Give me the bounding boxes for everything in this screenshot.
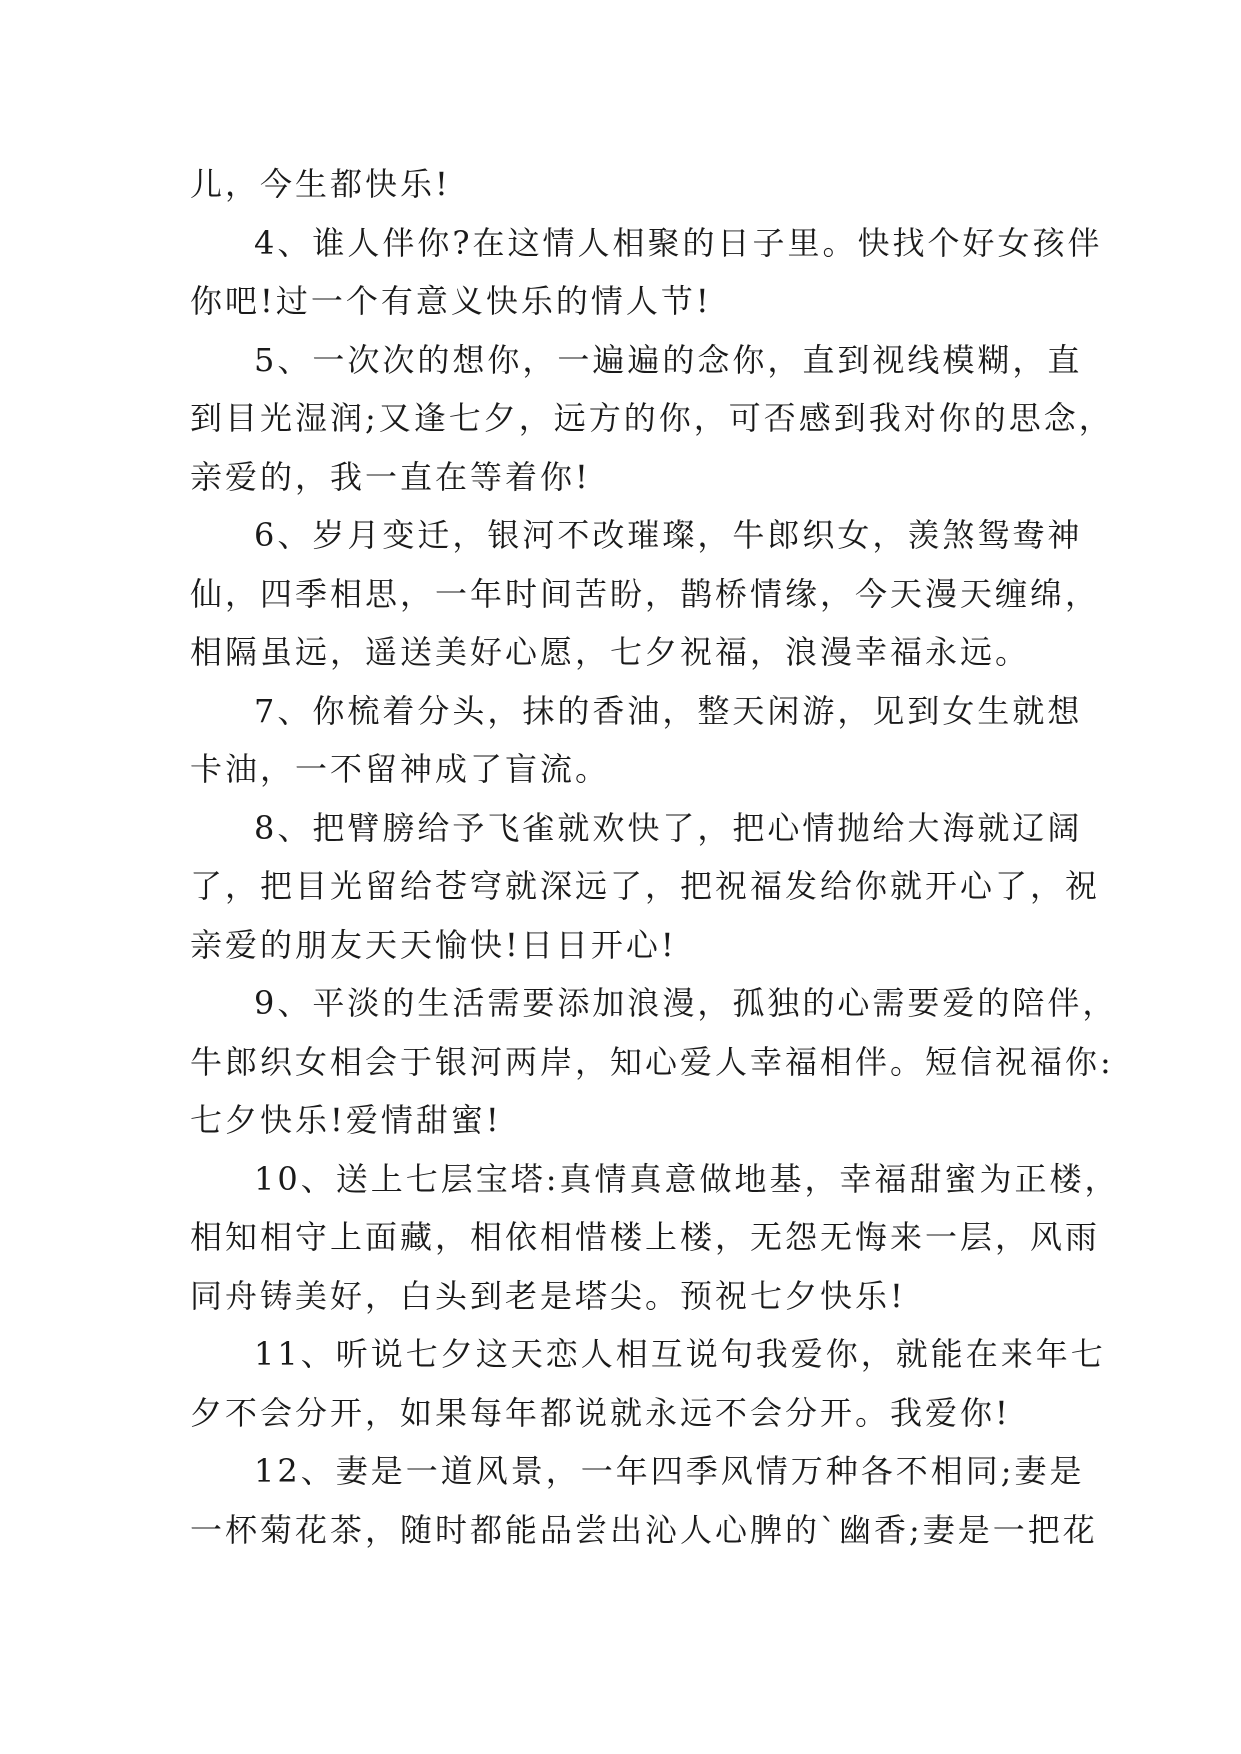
text-line: 亲爱的，我一直在等着你! <box>190 457 591 496</box>
text-line: 相隔虽远，遥送美好心愿，七夕祝福，浪漫幸福永远。 <box>190 633 1031 671</box>
document-body <box>190 155 1120 1559</box>
text-line: 8、把臂膀给予飞雀就欢快了，把心情抛给大海就辽阔 <box>254 808 1083 847</box>
text-line: 11、听说七夕这天恋人相互说句我爱你，就能在来年七 <box>254 1335 1106 1373</box>
text-line: 牛郎织女相会于银河两岸，知心爱人幸福相伴。短信祝福你: <box>190 1042 1114 1081</box>
text-line: 5、一次次的想你，一遍遍的念你，直到视线模糊，直 <box>254 340 1083 379</box>
text-line: 12、妻是一道风景，一年四季风情万种各不相同;妻是 <box>254 1452 1085 1490</box>
text-line: 4、谁人伴你?在这情人相聚的日子里。快找个好女孩伴 <box>254 223 1103 262</box>
text-line: 相知相守上面藏，相依相惜楼上楼，无怨无悔来一层，风雨 <box>190 1218 1101 1256</box>
text-line: 7、你梳着分头，抹的香油，整天闲游，见到女生就想 <box>254 691 1083 730</box>
text-line: 卡油，一不留神成了盲流。 <box>190 750 611 788</box>
text-line: 10、送上七层宝塔:真情真意做地基，幸福甜蜜为正楼， <box>254 1159 1120 1198</box>
text-line: 夕不会分开，如果每年都说就永远不会分开。我爱你! <box>190 1393 1011 1432</box>
text-line: 亲爱的朋友天天愉快!日日开心! <box>190 925 677 964</box>
text-line: 了，把目光留给苍穹就深远了，把祝福发给你就开心了，祝 <box>190 867 1101 905</box>
text-line: 七夕快乐!爱情甜蜜! <box>190 1101 502 1139</box>
text-line: 到目光湿润;又逢七夕，远方的你，可否感到我对你的思念， <box>190 399 1114 437</box>
text-line: 一杯菊花茶，随时都能品尝出沁人心脾的`幽香;妻是一把花 <box>190 1510 1098 1549</box>
text-line: 9、平淡的生活需要添加浪漫，孤独的心需要爱的陪伴， <box>254 984 1118 1022</box>
text-line: 6、岁月变迁，银河不改璀璨，牛郎织女，羡煞鸳鸯神 <box>254 516 1083 554</box>
text-line: 你吧!过一个有意义快乐的情人节! <box>190 282 712 320</box>
text-line: 仙，四季相思，一年时间苦盼，鹊桥情缘，今天漫天缠绵， <box>190 574 1101 613</box>
text-line: 儿，今生都快乐! <box>190 165 451 203</box>
text-line: 同舟铸美好，白头到老是塔尖。预祝七夕快乐! <box>190 1276 906 1315</box>
